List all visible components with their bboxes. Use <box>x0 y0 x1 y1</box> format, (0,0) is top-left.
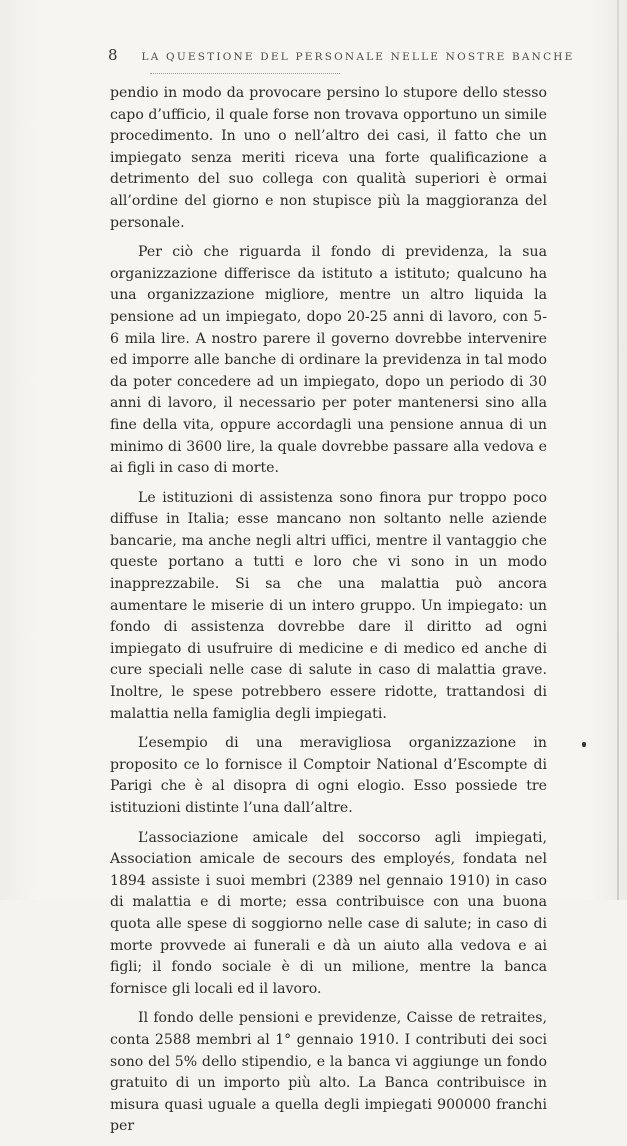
paragraph: L’esempio di una meravigliosa organizzazione in proposito ce lo fornisce il Comptoir National d’Escompte di Parigi che è al disopra di ogni elogio. Esso possiede tre istituzioni distinte l’una dall’altre. <box>110 735 547 816</box>
paragraph: Il fondo delle pensioni e previdenze, Caisse de retraites, conta 2588 membri al 1° gennaio 1910. I contributi dei soci sono del 5% dello stipendio, e la banca vi aggiunge un fondo gratuito di un importo più alto. La Banca contribuisce in misura quasi uguale a quella degli impiegati 900000 franchi per <box>110 1010 547 1135</box>
paragraph: Per ciò che riguarda il fondo di previdenza, la sua organizzazione differisce da istituto a istituto; qualcuno ha una organizzazione migliore, mentre un altro liquida la pensione ad un impiegato, dopo 20-25 anni di lavoro, con 5-6 mila lire. A nostro parere il governo dovrebbe intervenire ed imporre alle banche di ordinare la previdenza in tal modo da poter concedere ad un impiegato, dopo un periodo di 30 anni di lavoro, il necessario per poter mantenersi sino alla fine della vita, oppure accordagli una pensione annua di un minimo di 3600 lire, la quale dovrebbe passare alla vedova e ai figli in caso di morte. <box>110 244 547 477</box>
page-number: 8 <box>108 46 118 64</box>
paragraph: pendio in modo da provocare persino lo stupore dello stesso capo d’ufficio, il quale forse non trovava opportuno un simile procedimento. In uno o nell’altro dei casi, il fatto che un impiegato senza meriti riceva una forte qualificazione a detrimento del suo collega con qualità superiori è ormai all’ordine del giorno e non stupisce più la maggioranza del personale. <box>110 85 547 231</box>
paragraph: Le istituzioni di assistenza sono finora pur troppo poco diffuse in Italia; esse mancano non soltanto nelle aziende bancarie, ma anche negli altri uffici, mentre il vantaggio che queste portano a tutti e loro che vi sono in un modo inapprezzabile. Si sa che una malattia può ancora aumentare le miserie di un intero gruppo. Un impiegato: un fondo di assistenza dovrebbe dare il diritto ad ogni impiegato di usufruire di medicine e di medico ed anche di cure speciali nelle case di salute in caso di malattia grave. Inoltre, le spese potrebbero essere ridotte, trattandosi di malattia nella famiglia degli impiegati. <box>110 489 547 722</box>
body-text <box>110 83 547 1146</box>
page-edge <box>617 0 619 900</box>
header-rule <box>150 73 340 75</box>
paragraph: L’associazione amicale del soccorso agli impiegati, Association amicale de secours des employés, fondata nel 1894 assiste i suoi membri (2389 nel gennaio 1910) in caso di malattia e di morte; essa contribuisce con una buona quota alle spese di soggiorno nelle case di salute; in caso di morte provvede ai funerali e dà un aiuto alla vedova e ai figli; il fondo sociale è di un milione, mentre la banca fornisce gli locali ed il lavoro. <box>110 829 547 997</box>
running-title: LA QUESTIONE DEL PERSONALE NELLE NOSTRE BANCHE <box>141 51 575 63</box>
ink-speck <box>582 742 586 747</box>
running-header <box>108 46 575 64</box>
